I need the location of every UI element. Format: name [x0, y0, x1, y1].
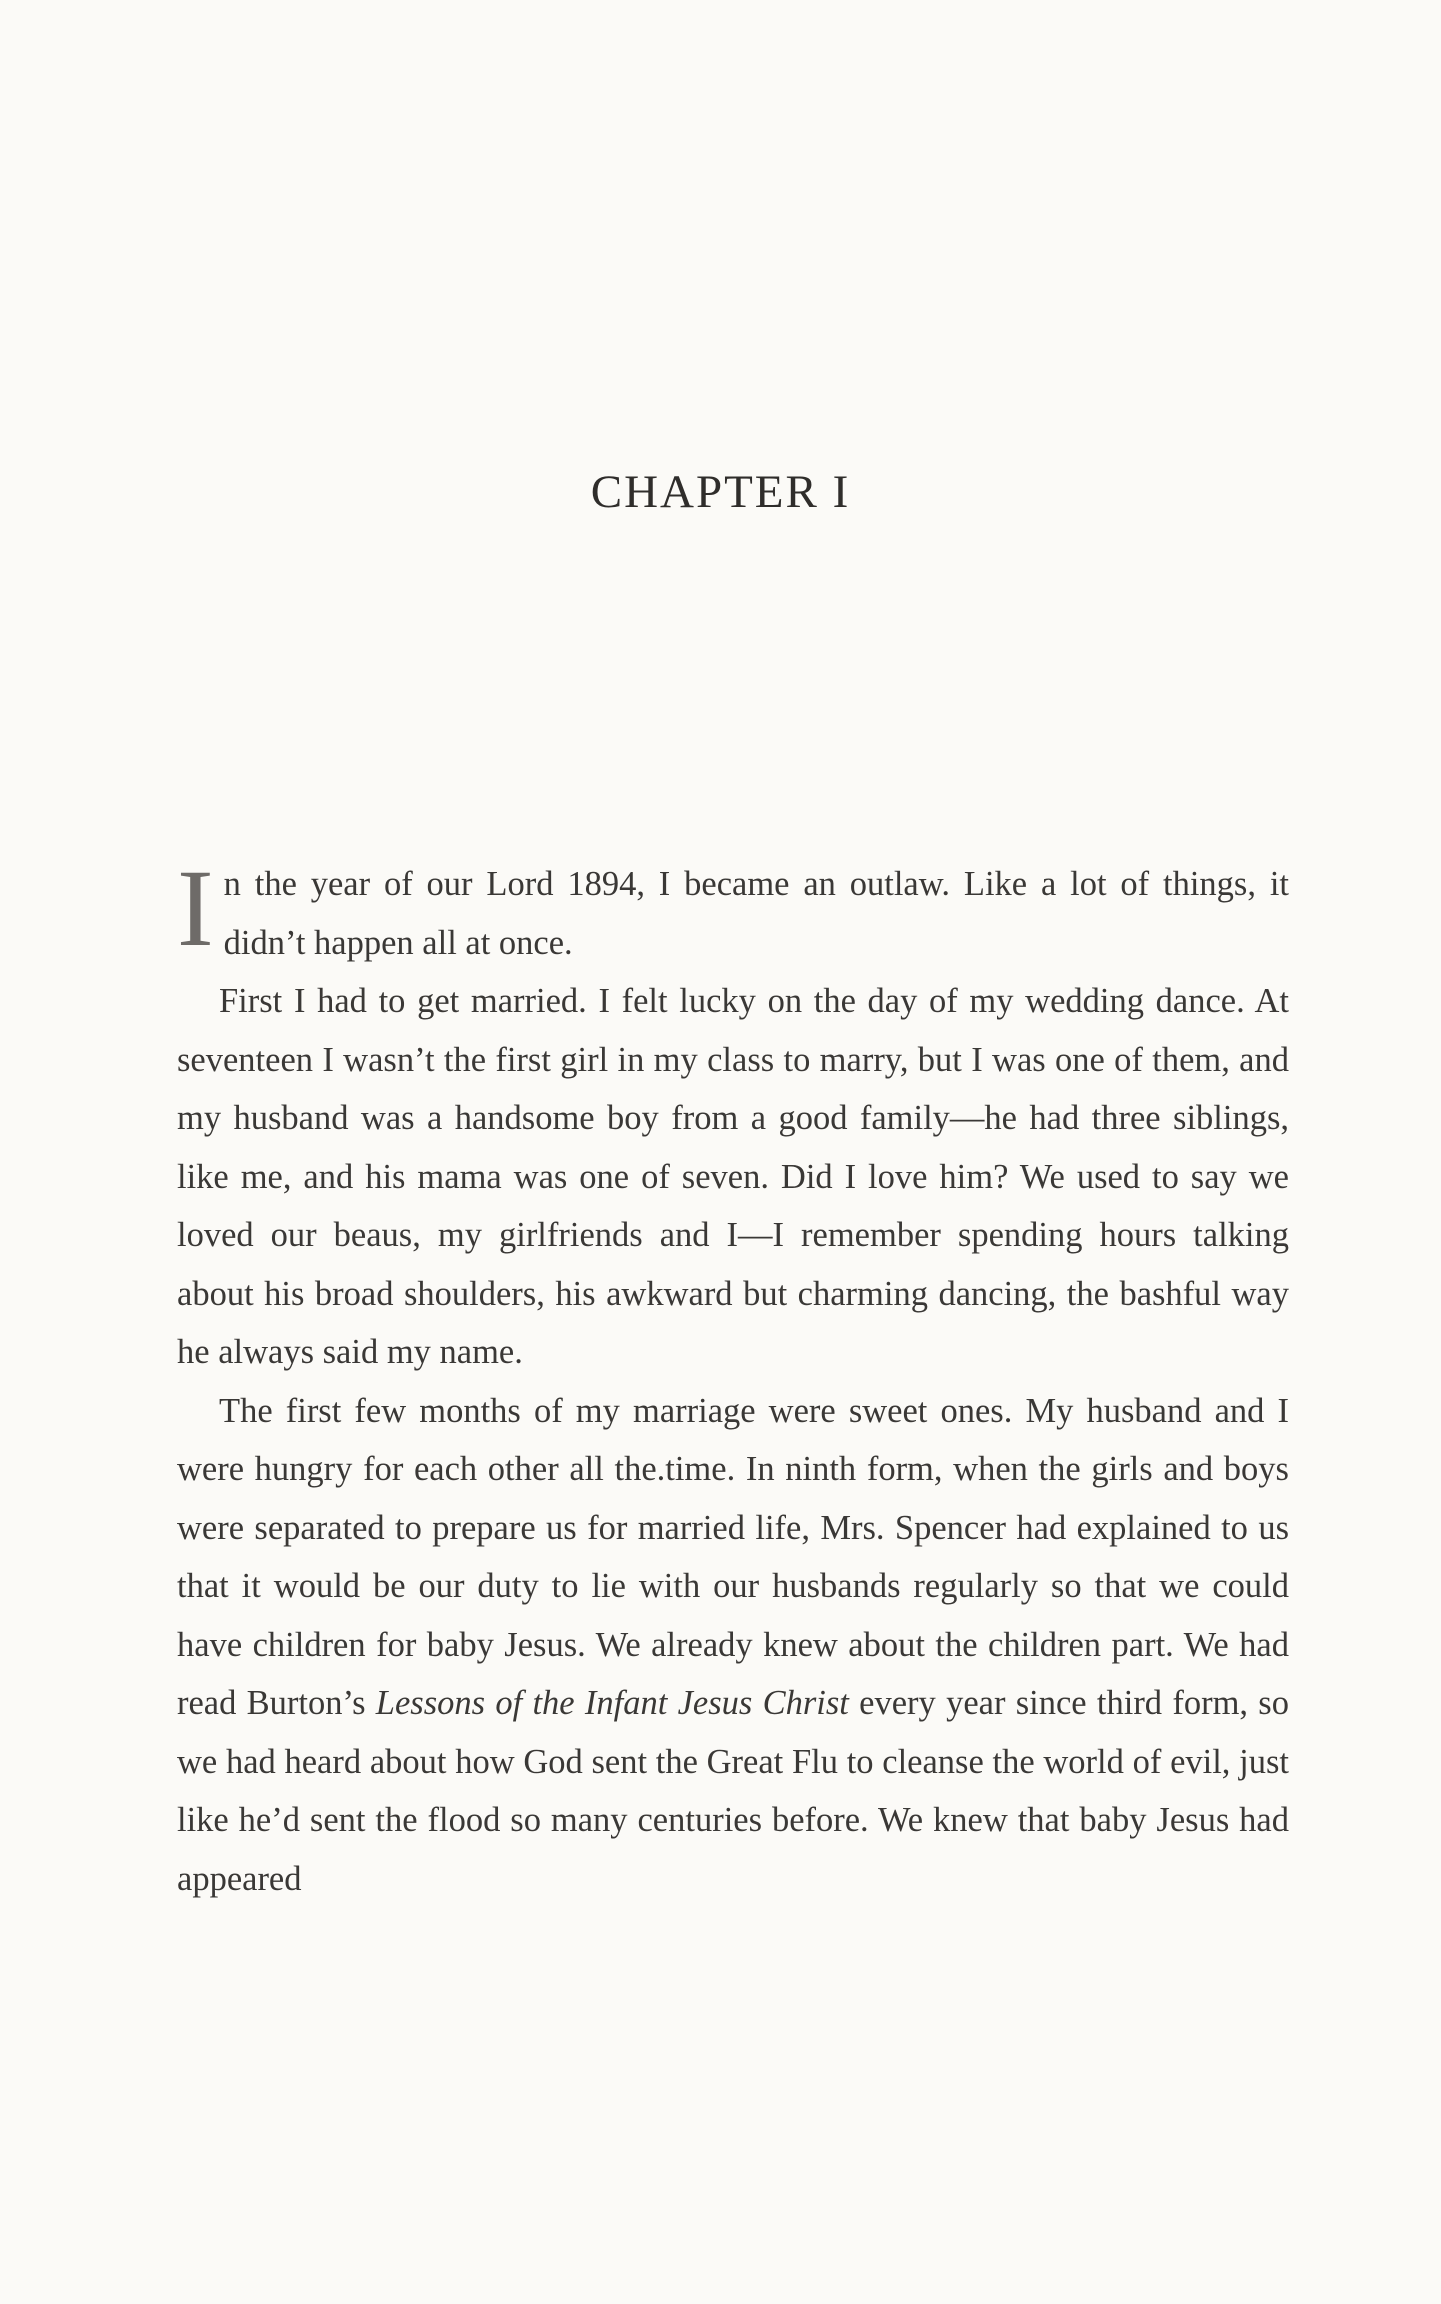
paragraph-2-text: First I had to get married. I felt lucky on the day of my wedding dance. At seventeen I wasn’t the first girl in my class to marry, but I was one of them, and my husband was a handsome boy from a good family—he had three siblings, like me, and his mama was one of seven. Did I love him? We used to say we loved our beaus, my girlfriends and I—I remember spending hours talking about his broad shoulders, his awkward but charming dancing, the bashful way he always said my name. [177, 982, 1289, 1371]
book-title-italic: Lessons of the Infant Jesus Christ [375, 1684, 849, 1722]
drop-cap: I [177, 847, 214, 969]
chapter-title: CHAPTER I [590, 466, 851, 518]
chapter-body [177, 847, 1289, 1908]
paragraph-3-text-before: The first few months of my marriage were sweet ones. My husband and I were hungry for each other all the.time. In ninth form, when the girls and boys were separated to prepare us for married life, Mrs. Spencer had explained to us that it would be our duty to lie with our husbands regularly so that we could have children for baby Jesus. We already knew about the children part. We had read Burton’s [177, 1391, 1289, 1722]
paragraph-1-text: n the year of our Lord 1894, I became an outlaw. Like a lot of things, it didn’t happen all at once. [223, 865, 1289, 962]
paragraph-1 [177, 847, 1289, 972]
paragraph-3-text-after: every year since third form, so we had heard about how God sent the Great Flu to cleanse the world of evil, just like he’d sent the flood so many centuries before. We knew that baby Jesus had appeared [177, 1684, 1289, 1898]
paragraph-2 [177, 972, 1289, 1382]
paragraph-3 [177, 1382, 1289, 1909]
